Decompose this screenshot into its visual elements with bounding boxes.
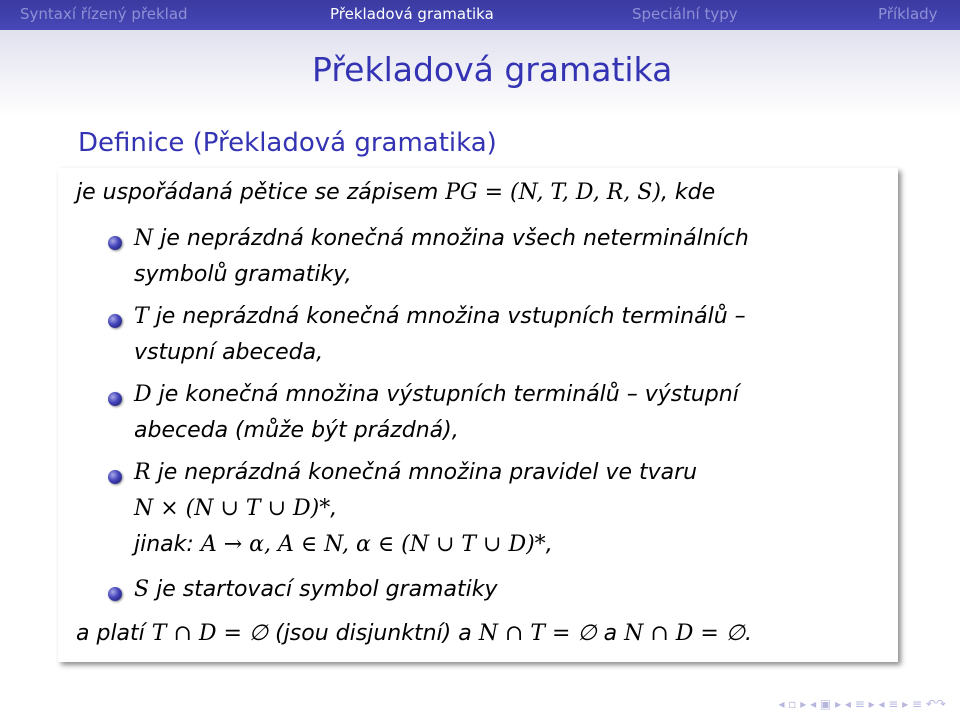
item-r-line2 (134, 496, 337, 521)
outro-formula2: N ∩ T = ∅ (478, 621, 597, 646)
nav-item-special-types[interactable]: Speciální typy (632, 5, 738, 23)
item-s-symbol: S (134, 577, 150, 602)
nav-item-syntax-directed[interactable]: Syntaxí řízený překlad (20, 5, 188, 23)
item-r-formula-a: A → α, (200, 532, 271, 557)
nav-item-translation-grammar[interactable]: Překladová gramatika (330, 5, 494, 23)
outro-text1: a platí (76, 621, 145, 646)
item-n-text: je neprázdná konečná množina všech neterminálních (160, 226, 749, 251)
item-r-formula-b: A ∈ N, (277, 532, 349, 557)
definition-title: Definice (Překladová gramatika) (78, 128, 497, 158)
item-r-rule-formula: N × (N ∪ T ∪ D)* (134, 496, 331, 521)
bullet-icon (108, 470, 122, 484)
definition-outro (76, 621, 752, 646)
nav-item-examples[interactable]: Příklady (878, 5, 938, 23)
outro-formula3: N ∩ D = ∅ (624, 621, 746, 646)
item-d-line1 (134, 382, 739, 407)
item-t-text: je neprázdná konečná množina vstupních terminálů – (155, 304, 746, 329)
bullet-icon (108, 587, 122, 601)
outro-formula1: T ∩ D = ∅ (151, 621, 269, 646)
item-d-line2: abeceda (může být prázdná), (134, 418, 459, 443)
item-r-line3 (134, 532, 553, 557)
item-n-line2: symbolů gramatiky, (134, 262, 352, 287)
bullet-icon (108, 236, 122, 250)
navigation-bar (0, 0, 960, 30)
item-n-line1 (134, 226, 749, 251)
item-r-formula-c: α ∈ (N ∪ T ∪ D)* (355, 532, 546, 557)
item-r-line3-tail: , (545, 532, 553, 557)
outro-text2: (jsou disjunktní) a (275, 621, 472, 646)
item-s-text: je startovací symbol gramatiky (156, 577, 498, 602)
intro-text: je uspořádaná pětice se zápisem (76, 180, 439, 205)
item-r-text: je neprázdná konečná množina pravidel ve tvaru (157, 460, 698, 485)
item-t-line1 (134, 304, 746, 329)
item-r-symbol: R (134, 460, 151, 485)
item-s-line1 (134, 577, 497, 602)
beamer-navigation-symbols[interactable]: ◂ ▫ ▸ ◂ ▣ ▸ ◂ ≡ ▸ ◂ ≡ ▸ ≡ ↶↷ (778, 697, 946, 711)
item-t-symbol: T (134, 304, 149, 329)
item-n-symbol: N (134, 226, 154, 251)
item-r-line2-tail: , (330, 496, 338, 521)
item-r-otherwise: jinak: (134, 532, 194, 557)
definition-intro (76, 180, 715, 205)
outro-text3: a (603, 621, 618, 646)
bullet-icon (108, 392, 122, 406)
item-t-line2: vstupní abeceda, (134, 340, 324, 365)
intro-tail: , kde (660, 180, 716, 205)
item-d-text: je konečná množina výstupních terminálů – výstupní (158, 382, 739, 407)
intro-formula: PG = (N, T, D, R, S) (445, 180, 661, 205)
item-r-line1 (134, 460, 697, 485)
frame-title: Překladová gramatika (312, 50, 673, 89)
bullet-icon (108, 314, 122, 328)
outro-tail: . (745, 621, 753, 646)
item-d-symbol: D (134, 382, 152, 407)
